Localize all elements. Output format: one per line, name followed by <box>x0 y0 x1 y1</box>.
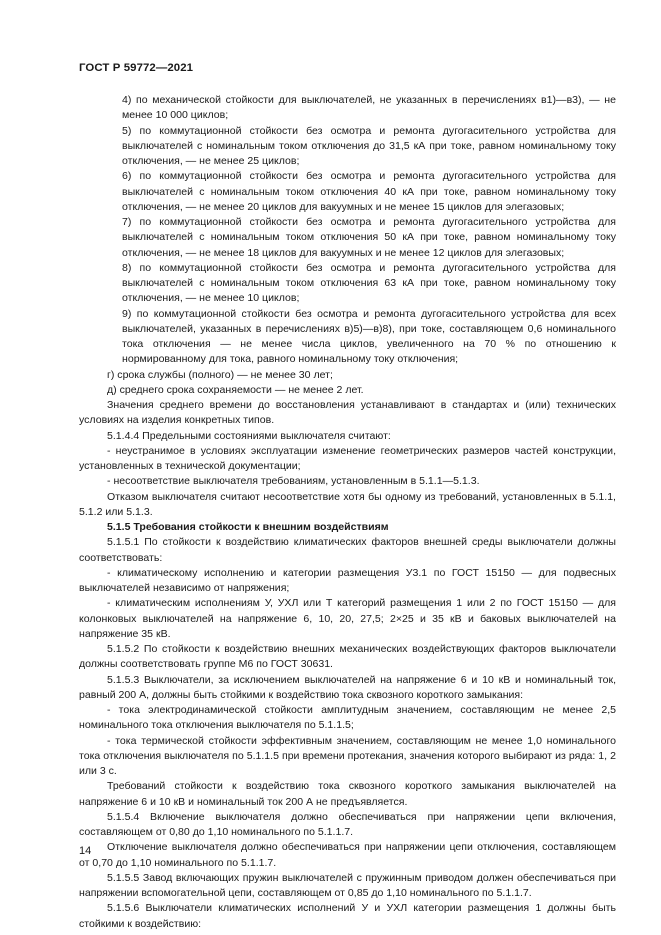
list-item: д) среднего срока сохраняемости — не менее 2 лет. <box>107 383 364 396</box>
paragraph: 5.1.5.5 Завод включающих пружин выключателей с пружинным приводом должен обеспечиваться при напряжении вспомогательной цепи, составляющем от 0,85 до 1,10 номинального по 5.1.1.7. <box>79 871 616 899</box>
document-body <box>79 93 616 932</box>
paragraph: 5.1.5.4 Включение выключателя должно обеспечиваться при напряжении цепи включения, составляющем от 0,80 до 1,10 номинального по 5.1.1.7. <box>79 810 616 838</box>
section-heading: 5.1.5 Требования стойкости к внешним воздействиям <box>107 521 389 533</box>
list-item: 7) по коммутационной стойкости без осмотра и ремонта дугогасительного устройства для выключателей с номинальным током отключения 50 кА при токе, равном номинальному току отключения, — не менее 18 циклов для вакуумных и не менее 12 циклов для элегазовых; <box>122 216 616 259</box>
paragraph: 5.1.5.3 Выключатели, за исключением выключателей на напряжение 6 и 10 кВ и номинальный ток, равный 200 А, должны быть стойкими к воздействию тока сквозного короткого замыкания: <box>79 673 616 701</box>
list-item: 8) по коммутационной стойкости без осмотра и ремонта дугогасительного устройства для выключателей с номинальным током отключения 63 кА при токе, равном номинальному току отключения, — не менее 10 циклов; <box>122 261 616 305</box>
paragraph: 5.1.5.6 Выключатели климатических исполнений У и УХЛ категории размещения 1 должны быть стойкими к воздействию: <box>79 902 616 930</box>
paragraph: 5.1.5.2 По стойкости к воздействию внешних механических воздействующих факторов выключатели должны соответствовать группе М6 по ГОСТ 30631. <box>79 643 616 671</box>
page-number: 14 <box>79 845 92 857</box>
list-item: 6) по коммутационной стойкости без осмотра и ремонта дугогасительного устройства для выключателей с номинальным током отключения 40 кА при токе, равном номинальному току отключения, — не менее 20 циклов для вакуумных и не менее 15 циклов для элегазовых; <box>122 170 616 213</box>
paragraph: Отключение выключателя должно обеспечиваться при напряжении цепи отключения, составляющем от 0,70 до 1,10 номинального по 5.1.1.7. <box>79 841 616 869</box>
list-item: 4) по механической стойкости для выключателей, не указанных в перечислениях в1)—в3), — не менее 10 000 циклов; <box>122 94 616 122</box>
list-item: - неустранимое в условиях эксплуатации изменение геометрических размеров частей конструкции, установленных в технической документации; <box>79 444 616 472</box>
paragraph: Отказом выключателя считают несоответствие хотя бы одному из требований, установленных в 5.1.1, 5.1.2 или 5.1.3. <box>79 490 616 518</box>
paragraph: Значения среднего времени до восстановления устанавливают в стандартах и (или) технических условиях на изделия конкретных типов. <box>79 399 616 427</box>
list-item: - климатическому исполнению и категории размещения У3.1 по ГОСТ 15150 — для подвесных выключателей независимо от напряжения; <box>79 566 616 594</box>
list-item: - тока электродинамической стойкости амплитудным значением, составляющим не менее 2,5 номинального тока отключения выключателя по 5.1.1.5; <box>79 704 616 732</box>
list-item: 5) по коммутационной стойкости без осмотра и ремонта дугогасительного устройства для выключателей с номинальным током отключения до 31,5 кА при токе, равном номинальному току отключения, — не менее 25 циклов; <box>122 124 616 167</box>
paragraph: Требований стойкости к воздействию тока сквозного короткого замыкания выключателей на напряжение 6 и 10 кВ и номинальный ток 200 А не предъявляется. <box>79 780 616 808</box>
paragraph: 5.1.4.4 Предельными состояниями выключателя считают: <box>107 429 391 442</box>
list-item: 9) по коммутационной стойкости без осмотра и ремонта дугогасительного устройства для всех выключателей, указанных в перечислениях в)5)—в)8), при токе, составляющем 0,6 номинального тока отключения — не менее числа циклов, увеличенного на 70 % по отношению к нормированному для тока, равного номинальному току отключения; <box>122 307 616 366</box>
list-item: - климатическим исполнениям У, УХЛ или Т категорий размещения 1 или 2 по ГОСТ 15150 — для колонковых выключателей на напряжение 6, 10, 20, 27,5; 2×25 и 35 кВ и баковых выключателей на напряжение 35 кВ. <box>79 597 616 640</box>
list-item: - тока термической стойкости эффективным значением, составляющим не менее 1,0 номинального тока отключения выключателя по 5.1.1.5 при времени протекания, значения которого выбирают из ряда: 1, 2 или 3 с. <box>79 734 616 777</box>
list-item: г) срока службы (полного) — не менее 30 лет; <box>107 368 333 381</box>
paragraph: 5.1.5.1 По стойкости к воздействию климатических факторов внешней среды выключатели должны соответствовать: <box>79 536 616 564</box>
list-item: - несоответствие выключателя требованиям, установленным в 5.1.1—5.1.3. <box>107 475 480 488</box>
document-header: ГОСТ Р 59772—2021 <box>79 62 194 74</box>
